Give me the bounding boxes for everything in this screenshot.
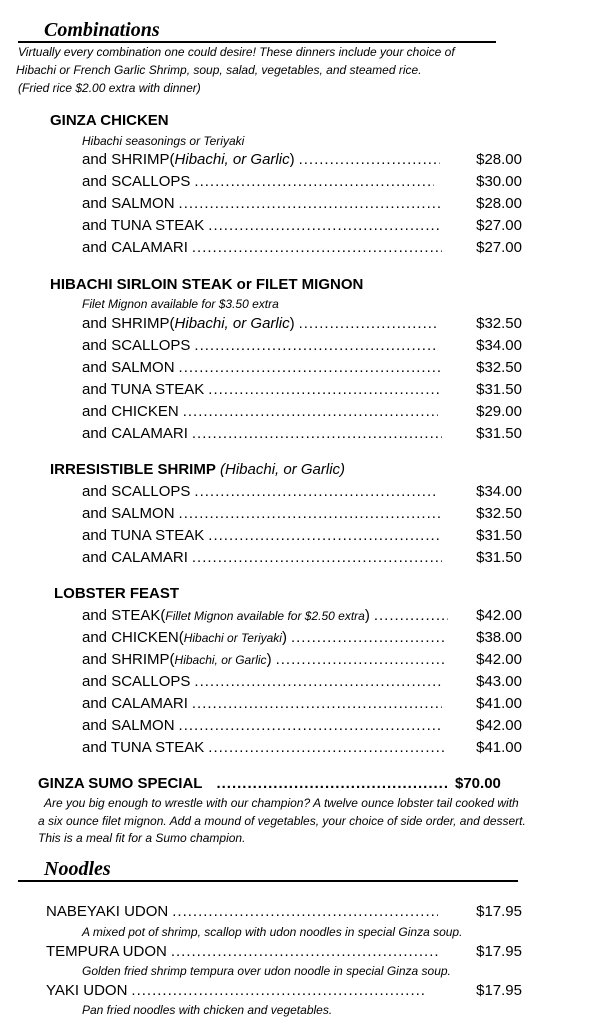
noodle-desc: Pan fried noodles with chicken and vegetables. <box>82 1003 333 1017</box>
item-label: and SCALLOPS <box>82 337 191 354</box>
leader-dots <box>276 651 446 668</box>
item-price: $41.00 <box>476 739 522 756</box>
item-price: $34.00 <box>476 337 522 354</box>
item-price: $31.50 <box>476 381 522 398</box>
group-note: Hibachi seasonings or Teriyaki <box>82 134 245 148</box>
item-label: and CALAMARI <box>82 425 188 442</box>
noodle-price: $17.95 <box>476 903 522 920</box>
item-price: $28.00 <box>476 195 522 212</box>
item-price: $29.00 <box>476 403 522 420</box>
item-price: $43.00 <box>476 673 522 690</box>
group-title-suffix: (Hibachi, or Garlic) <box>215 461 346 478</box>
leader-dots <box>172 903 438 920</box>
leader-dots <box>131 982 426 999</box>
item-price: $28.00 <box>476 151 522 168</box>
menu-item <box>82 425 442 442</box>
item-inline-note: Hibachi, or Garlic <box>174 653 267 667</box>
item-close: ) <box>281 629 287 646</box>
leader-dots <box>194 673 442 690</box>
item-price: $42.00 <box>476 651 522 668</box>
menu-item <box>82 483 436 500</box>
menu-item <box>82 173 434 190</box>
leader-dots <box>194 173 434 190</box>
noodle-desc: A mixed pot of shrimp, scallop with udon noodles in special Ginza soup. <box>82 925 463 939</box>
noodles-rule <box>18 880 518 882</box>
leader-dots <box>299 151 440 168</box>
noodle-item <box>46 943 440 960</box>
item-label: and SALMON <box>82 717 175 734</box>
noodle-price: $17.95 <box>476 982 522 999</box>
item-price: $42.00 <box>476 717 522 734</box>
item-label: and SHRIMP( <box>82 651 175 668</box>
menu-item <box>82 695 442 712</box>
menu-item <box>82 549 442 566</box>
special-desc-line-2: a six ounce filet mignon. Add a mound of vegetables, your choice of side order, and dessert. <box>38 814 526 828</box>
item-price: $34.00 <box>476 483 522 500</box>
item-label: and TUNA STEAK <box>82 527 205 544</box>
menu-item <box>82 195 440 212</box>
item-inline-note: Hibachi, or Garlic <box>174 151 290 168</box>
combinations-title: Combinations <box>44 19 160 41</box>
leader-dots <box>179 505 440 522</box>
noodle-name: YAKI UDON <box>46 982 128 999</box>
group-title <box>50 461 345 478</box>
item-price: $27.00 <box>476 239 522 256</box>
noodles-title: Noodles <box>44 858 111 880</box>
special-desc-line-1: Are you big enough to wrestle with our champion? A twelve ounce lobster tail cooked with <box>44 796 519 810</box>
leader-dots <box>179 195 440 212</box>
combinations-intro-line-2: Hibachi or French Garlic Shrimp, soup, salad, vegetables, and steamed rice. <box>16 63 422 77</box>
item-label: and SCALLOPS <box>82 673 191 690</box>
leader-dots <box>299 315 438 332</box>
combinations-intro-line-1: Virtually every combination one could desire! These dinners include your choice of <box>18 45 455 59</box>
leader-dots <box>192 695 442 712</box>
item-inline-note: Fillet Mignon available for $2.50 extra <box>165 609 365 623</box>
item-label: and CALAMARI <box>82 549 188 566</box>
special-item <box>38 775 448 792</box>
leader-dots <box>192 549 442 566</box>
menu-item <box>82 315 438 332</box>
item-inline-note: Hibachi, or Garlic <box>174 315 290 332</box>
item-label: and CALAMARI <box>82 239 188 256</box>
item-label: and CHICKEN( <box>82 629 184 646</box>
item-price: $32.50 <box>476 505 522 522</box>
item-price: $41.00 <box>476 695 522 712</box>
leader-dots <box>171 943 440 960</box>
special-price: $70.00 <box>455 775 501 792</box>
leader-dots <box>192 239 442 256</box>
item-label: and CHICKEN <box>82 403 179 420</box>
leader-dots <box>208 527 440 544</box>
item-label: and STEAK( <box>82 607 166 624</box>
menu-item <box>82 359 440 376</box>
group-title: LOBSTER FEAST <box>54 585 180 602</box>
leader-dots <box>192 425 442 442</box>
noodle-name: TEMPURA UDON <box>46 943 167 960</box>
leader-dots <box>216 775 448 792</box>
group-title: HIBACHI SIRLOIN STEAK or FILET MIGNON <box>50 276 364 293</box>
menu-item <box>82 607 448 624</box>
leader-dots <box>194 337 436 354</box>
noodle-name: NABEYAKI UDON <box>46 903 169 920</box>
leader-dots <box>208 739 444 756</box>
combinations-rule <box>18 41 496 43</box>
menu-item <box>82 717 442 734</box>
leader-dots <box>374 607 448 624</box>
item-label: and SCALLOPS <box>82 173 191 190</box>
item-label: and TUNA STEAK <box>82 381 205 398</box>
menu-item <box>82 505 440 522</box>
item-inline-note: Hibachi or Teriyaki <box>183 631 282 645</box>
leader-dots <box>208 381 440 398</box>
special-name: GINZA SUMO SPECIAL <box>38 775 203 792</box>
item-label: and SALMON <box>82 505 175 522</box>
leader-dots <box>179 359 440 376</box>
leader-dots <box>183 403 438 420</box>
item-price: $31.50 <box>476 425 522 442</box>
item-label: and SCALLOPS <box>82 483 191 500</box>
item-close: ) <box>289 315 295 332</box>
item-label: and SHRIMP( <box>82 151 175 168</box>
item-price: $31.50 <box>476 549 522 566</box>
menu-item <box>82 239 442 256</box>
group-title: GINZA CHICKEN <box>50 112 169 129</box>
menu-item <box>82 673 442 690</box>
item-price: $32.50 <box>476 359 522 376</box>
menu-item <box>82 739 444 756</box>
noodle-desc: Golden fried shrimp tempura over udon noodle in special Ginza soup. <box>82 964 451 978</box>
menu-item <box>82 337 436 354</box>
menu-item <box>82 381 440 398</box>
menu-item <box>82 151 440 168</box>
item-label: and SALMON <box>82 195 175 212</box>
leader-dots <box>194 483 436 500</box>
group-note: Filet Mignon available for $3.50 extra <box>82 297 279 311</box>
menu-item <box>82 527 440 544</box>
leader-dots <box>179 717 442 734</box>
item-label: and CALAMARI <box>82 695 188 712</box>
item-label: and TUNA STEAK <box>82 217 205 234</box>
item-close: ) <box>364 607 370 624</box>
combinations-intro-line-3: (Fried rice $2.00 extra with dinner) <box>18 81 201 95</box>
item-close: ) <box>289 151 295 168</box>
leader-dots <box>291 629 446 646</box>
item-price: $42.00 <box>476 607 522 624</box>
noodle-price: $17.95 <box>476 943 522 960</box>
noodle-item <box>46 903 438 920</box>
item-label: and SALMON <box>82 359 175 376</box>
item-price: $30.00 <box>476 173 522 190</box>
menu-item <box>82 217 440 234</box>
special-desc-line-3: This is a meal fit for a Sumo champion. <box>38 831 246 845</box>
menu-item <box>82 651 446 668</box>
item-label: and TUNA STEAK <box>82 739 205 756</box>
item-price: $31.50 <box>476 527 522 544</box>
noodle-item <box>46 982 426 999</box>
item-price: $38.00 <box>476 629 522 646</box>
menu-item <box>82 629 446 646</box>
item-price: $27.00 <box>476 217 522 234</box>
group-title-text: IRRESISTIBLE SHRIMP <box>50 461 216 478</box>
item-close: ) <box>266 651 272 668</box>
item-label: and SHRIMP( <box>82 315 175 332</box>
item-price: $32.50 <box>476 315 522 332</box>
leader-dots <box>208 217 440 234</box>
menu-item <box>82 403 438 420</box>
